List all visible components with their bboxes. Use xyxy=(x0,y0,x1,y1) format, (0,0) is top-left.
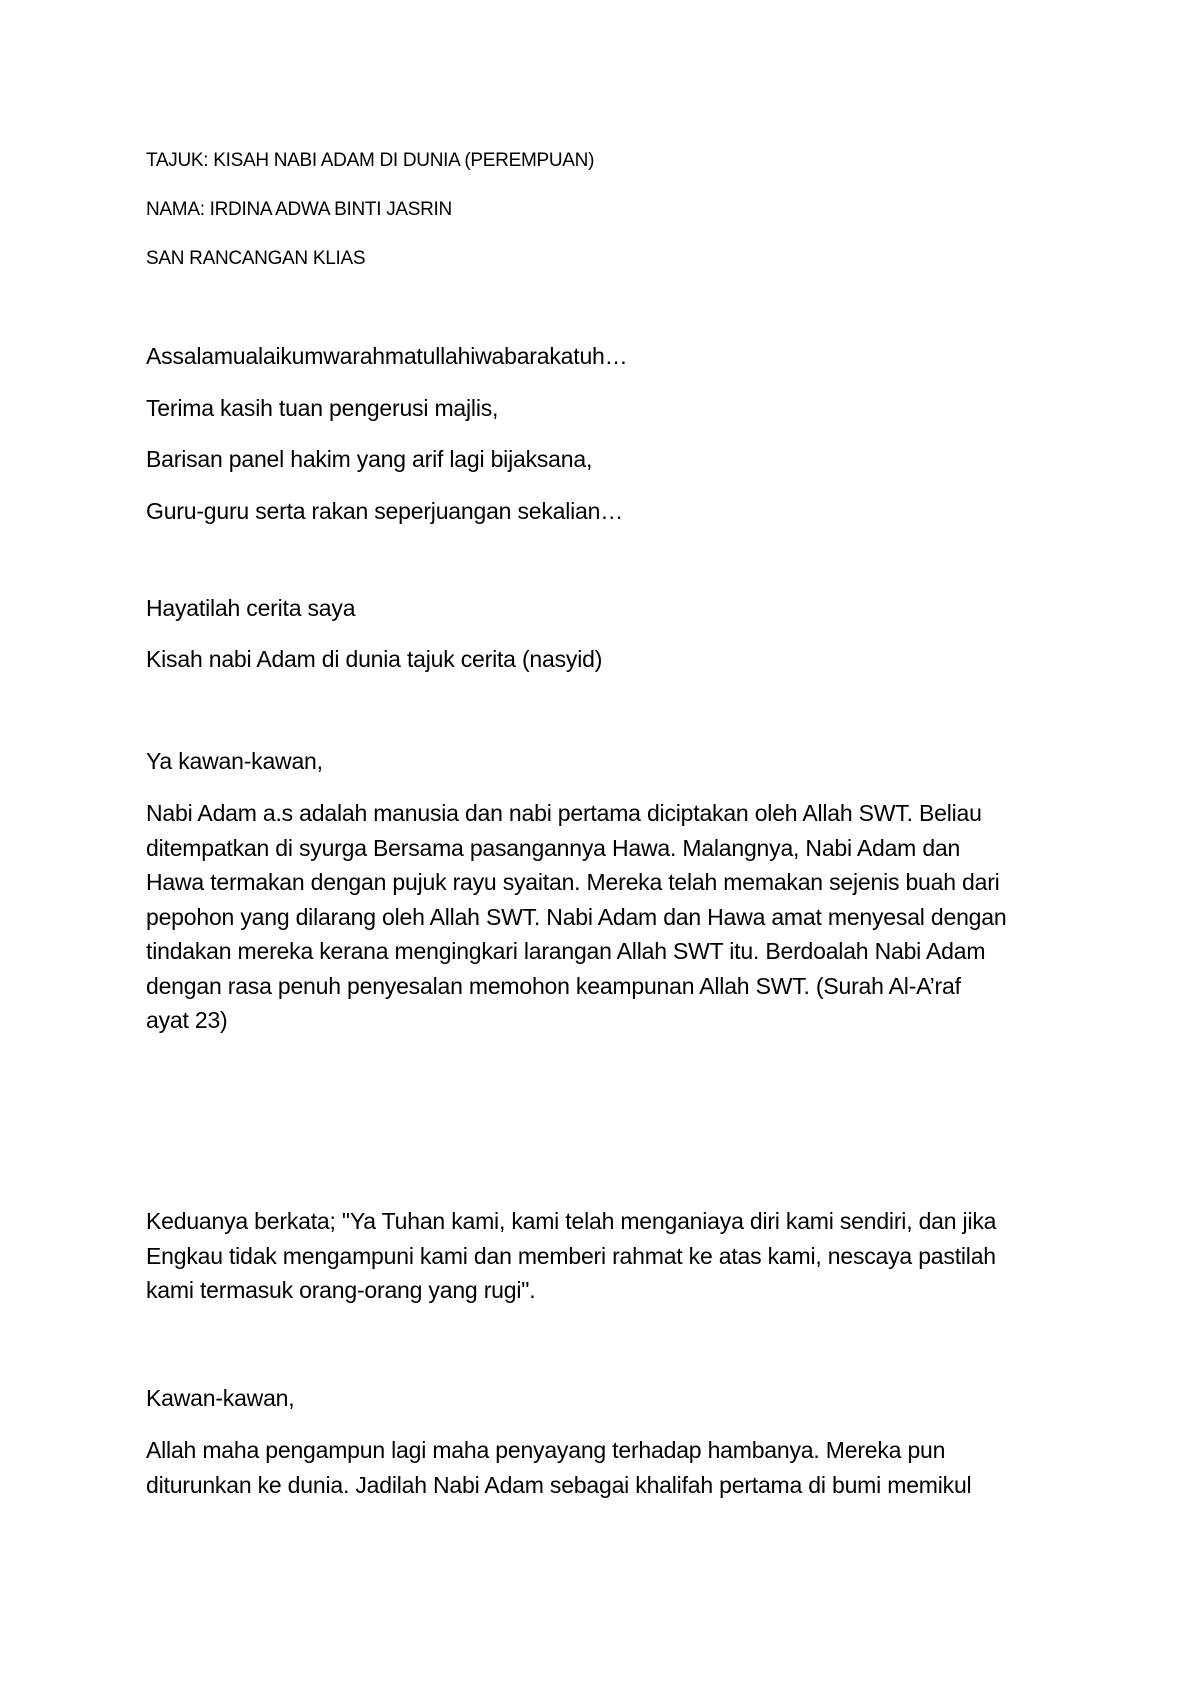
greeting-line: Assalamualaikumwarahmatullahiwabarakatuh… xyxy=(146,343,628,369)
address-line: Ya kawan-kawan, xyxy=(146,748,323,774)
school-name: SAN RANCANGAN KLIAS xyxy=(146,248,366,269)
paragraph-line: ditempatkan di syurga Bersama pasangannya Hawa. Malangnya, Nabi Adam dan xyxy=(146,834,961,861)
intro-line: Kisah nabi Adam di dunia tajuk cerita (nasyid) xyxy=(146,646,603,672)
document-title: TAJUK: KISAH NABI ADAM DI DUNIA (PEREMPUAN) xyxy=(146,150,595,171)
paragraph-line: Allah maha pengampun lagi maha penyayang terhadap hambanya. Mereka pun xyxy=(146,1437,946,1463)
greeting-line: Barisan panel hakim yang arif lagi bijaksana, xyxy=(146,446,593,472)
intro-line: Hayatilah cerita saya xyxy=(146,595,356,621)
paragraph-line: ayat 23) xyxy=(146,1007,228,1033)
author-name: NAMA: IRDINA ADWA BINTI JASRIN xyxy=(146,199,452,220)
address-line: Kawan-kawan, xyxy=(146,1385,295,1411)
paragraph-line: Engkau tidak mengampuni kami dan memberi rahmat ke atas kami, nescaya pastilah xyxy=(146,1242,996,1269)
paragraph-line: dengan rasa penuh penyesalan memohon keampunan Allah SWT. (Surah Al-A’raf xyxy=(146,972,961,999)
greeting-line: Guru-guru serta rakan seperjuangan sekalian… xyxy=(146,498,624,524)
paragraph-line: kami termasuk orang-orang yang rugi". xyxy=(146,1277,536,1303)
paragraph-line: Hawa termakan dengan pujuk rayu syaitan. Mereka telah memakan sejenis buah dari xyxy=(146,869,1000,895)
paragraph-line: Keduanya berkata; "Ya Tuhan kami, kami telah menganiaya diri kami sendiri, dan jika xyxy=(146,1208,997,1234)
paragraph-line: tindakan mereka kerana mengingkari larangan Allah SWT itu. Berdoalah Nabi Adam xyxy=(146,938,986,964)
paragraph-story xyxy=(146,796,1066,1038)
greeting-line: Terima kasih tuan pengerusi majlis, xyxy=(146,395,499,421)
paragraph-line: pepohon yang dilarang oleh Allah SWT. Nabi Adam dan Hawa amat menyesal dengan xyxy=(146,903,1007,930)
paragraph-closing xyxy=(146,1433,1066,1502)
paragraph-line: diturunkan ke dunia. Jadilah Nabi Adam sebagai khalifah pertama di bumi memikul xyxy=(146,1471,972,1498)
paragraph-prayer xyxy=(146,1204,1066,1308)
paragraph-line: Nabi Adam a.s adalah manusia dan nabi pertama diciptakan oleh Allah SWT. Beliau xyxy=(146,800,982,826)
